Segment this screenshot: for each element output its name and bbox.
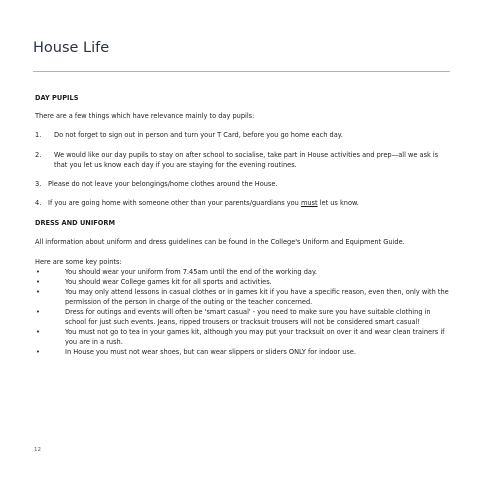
dress-uniform-heading: DRESS AND UNIFORM <box>35 219 116 227</box>
item-text: We would like our day pupils to stay on after school to socialise, take part in House activities and prep—all we ask is that you let us know each day if you are staying for the evening routines. <box>54 151 439 169</box>
key-point-item <box>35 287 451 307</box>
emphasized-word: must <box>300 199 318 207</box>
bullet-icon: • <box>36 328 40 336</box>
bullet-icon: • <box>36 288 40 296</box>
key-point-item <box>35 277 451 287</box>
day-pupils-item-1 <box>35 130 451 140</box>
day-pupils-item-2 <box>35 150 451 170</box>
key-point-text: Dress for outings and events will often be 'smart casual' - you need to make sure you have suitable clothing in school for just such events. Jeans, ripped trousers or tracksuit trousers will not be considered smart casual! <box>65 308 431 326</box>
item-text: Please do not leave your belongings/home clothes around the House. <box>48 180 278 188</box>
bullet-icon: • <box>36 268 40 276</box>
item-number: 4. <box>35 199 42 207</box>
bullet-icon: • <box>36 278 40 286</box>
key-point-text: You may only attend lessons in casual clothes or in games kit if you have a specific reason, even then, only with the permission of the person in charge of the outing or the teacher concerned. <box>65 288 449 306</box>
day-pupils-heading: DAY PUPILS <box>35 94 79 102</box>
key-point-text: You should wear your uniform from 7.45am until the end of the working day. <box>65 268 317 276</box>
day-pupils-intro: There are a few things which have relevance mainly to day pupils: <box>35 112 255 120</box>
item-number: 3. <box>35 180 42 188</box>
key-points-intro: Here are some key points: <box>35 258 122 266</box>
item-text-start: If you are going home with someone other than your parents/guardians you <box>48 199 301 207</box>
item-number: 2. <box>35 151 42 159</box>
page-content <box>35 93 451 357</box>
key-point-text: You must not go to tea in your games kit, although you may put your tracksuit on over it and wear clean trainers if you are in a rush. <box>65 328 445 346</box>
key-point-item <box>35 267 451 277</box>
item-text-end: let us know. <box>317 199 359 207</box>
key-point-text: You should wear College games kit for all sports and activities. <box>65 278 272 286</box>
title-divider <box>33 71 450 72</box>
day-pupils-item-4 <box>35 198 451 208</box>
bullet-icon: • <box>36 348 40 356</box>
item-text <box>48 198 451 208</box>
page-number: 12 <box>34 447 41 453</box>
key-point-text: In House you must not wear shoes, but can wear slippers or sliders ONLY for indoor use. <box>65 348 356 356</box>
key-point-item <box>35 347 451 357</box>
day-pupils-item-3 <box>35 179 451 189</box>
key-point-item <box>35 307 451 327</box>
item-number: 1. <box>35 131 42 139</box>
dress-uniform-section <box>35 218 451 357</box>
item-text: Do not forget to sign out in person and turn your T Card, before you go home each day. <box>54 131 343 139</box>
page-title: House Life <box>33 40 110 56</box>
bullet-icon: • <box>36 308 40 316</box>
dress-uniform-intro: All information about uniform and dress guidelines can be found in the College's Uniform and Equipment Guide. <box>35 238 405 246</box>
key-points-list <box>35 267 451 357</box>
day-pupils-section <box>35 93 451 208</box>
key-point-item <box>35 327 451 347</box>
